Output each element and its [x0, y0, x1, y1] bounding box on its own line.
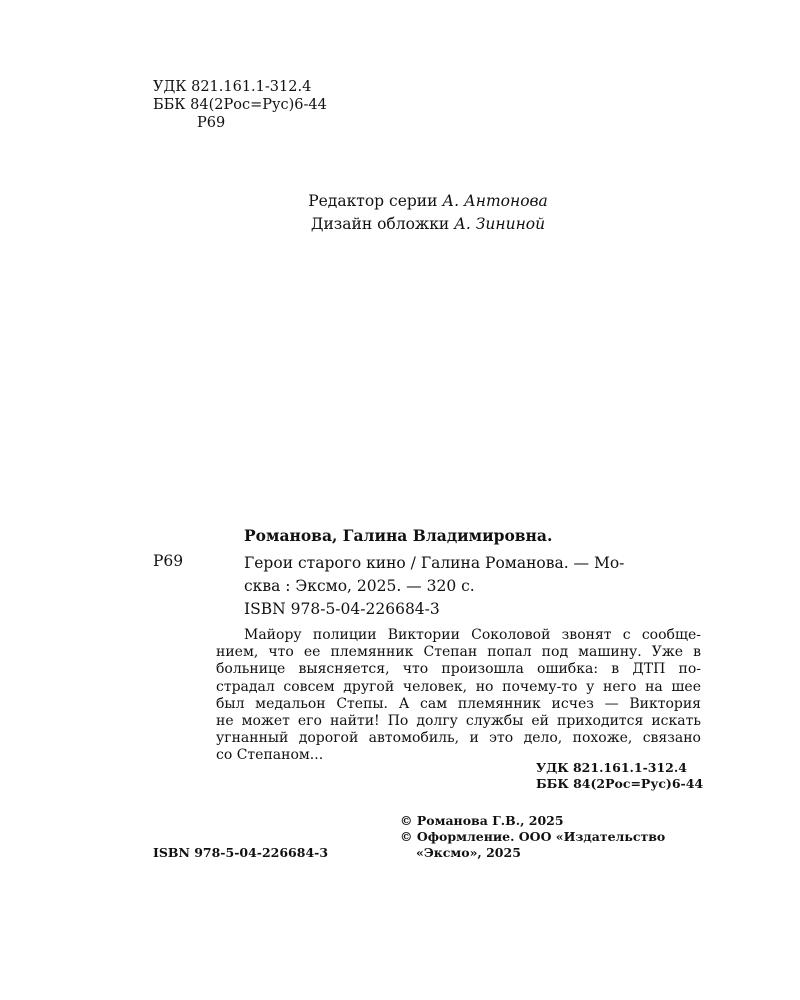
annotation-line: нием, что ее племянник Степан попал под машину. Уже в: [216, 644, 701, 661]
series-editor-line: [0, 190, 800, 213]
bbk-code: ББК 84(2Рос=Рус)6-44: [536, 775, 704, 791]
copyright-publisher: «Эксмо», 2025: [416, 845, 521, 860]
annotation: [216, 627, 701, 765]
catalog-author: Романова, Галина Владимировна.: [244, 526, 553, 545]
cover-design-name: А. Зининой: [454, 215, 546, 233]
right-classification-codes: [536, 760, 703, 791]
series-editor-name: А. Антонова: [442, 192, 548, 210]
annotation-line: не может его найти! По долгу службы ей приходится искать: [216, 713, 701, 730]
bibliographic-description: [244, 552, 701, 598]
biblio-line-2: сква : Эксмо, 2025. — 320 с.: [244, 577, 475, 595]
editors-block: [0, 190, 800, 236]
catalog-author-sign: Р69: [153, 552, 184, 570]
top-classification-codes: [153, 78, 327, 132]
author-sign: Р69: [197, 115, 226, 131]
annotation-line: страдал совсем другой человек, но почему-то у него на шее: [216, 678, 701, 695]
series-editor-label: Редактор серии: [308, 192, 438, 210]
annotation-line: со Степаном...: [216, 747, 324, 764]
annotation-line: Майору полиции Виктории Соколовой звонят с сообще-: [244, 627, 701, 643]
copyright-author: © Романова Г.В., 2025: [400, 813, 564, 828]
biblio-line-1: Герои старого кино / Галина Романова. — Мо-: [244, 554, 625, 572]
cover-design-line: [0, 213, 800, 236]
annotation-line: был медальон Степы. А сам племянник исчез — Виктория: [216, 695, 701, 712]
annotation-line: больнице выясняется, что произошла ошибка: в ДТП по-: [216, 661, 701, 678]
udk-code: УДК 821.161.1-312.4: [153, 79, 312, 95]
copyright-block: [400, 813, 665, 861]
udk-code: УДК 821.161.1-312.4: [536, 760, 687, 775]
copyright-design: © Оформление. ООО «Издательство: [400, 829, 666, 844]
bottom-isbn: ISBN 978-5-04-226684-3: [153, 845, 329, 860]
annotation-line: угнанный дорогой автомобиль, и это дело, похоже, связано: [216, 730, 701, 747]
bbk-code: ББК 84(2Рос=Рус)6-44: [153, 97, 327, 113]
catalog-isbn: ISBN 978-5-04-226684-3: [244, 600, 440, 618]
cover-design-label: Дизайн обложки: [310, 215, 450, 233]
